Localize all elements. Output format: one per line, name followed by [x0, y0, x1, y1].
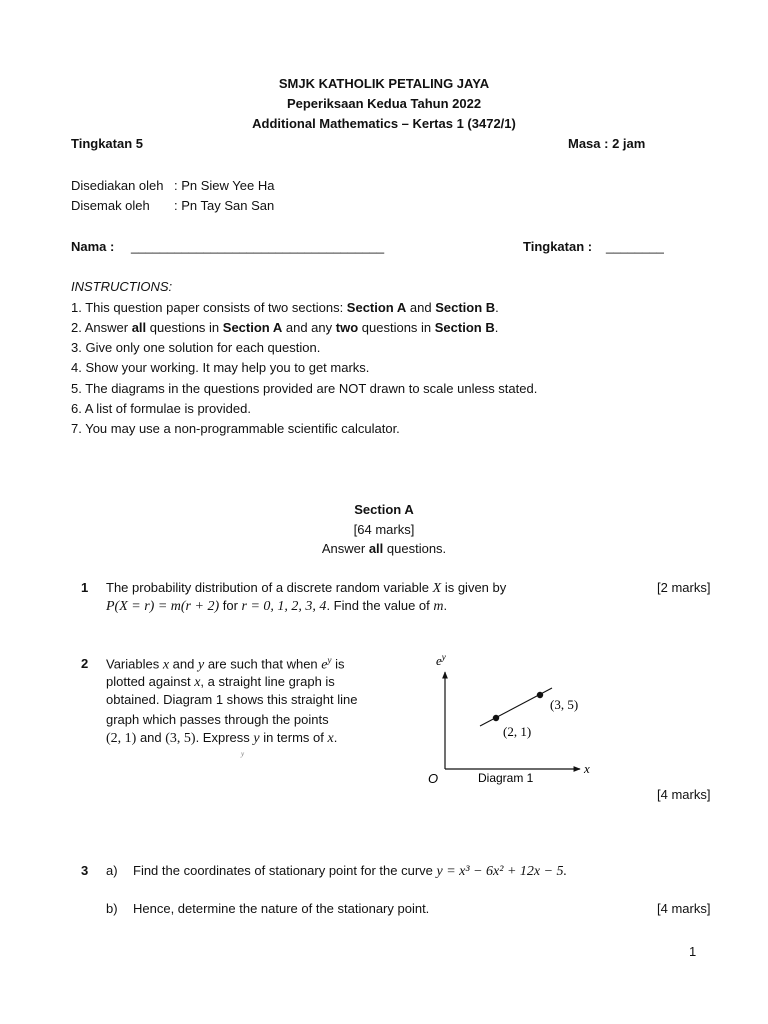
exam-title: Peperiksaan Kedua Tahun 2022 — [286, 96, 482, 111]
point-3-5-label: (3, 5) — [550, 697, 579, 712]
instruction-item: 6. A list of formulae is provided. — [71, 401, 251, 416]
diagram-1 — [420, 648, 600, 788]
origin-label: O — [428, 771, 439, 786]
q3b-text: Hence, determine the nature of the stationary point. — [133, 901, 430, 916]
x-axis-label: x — [584, 761, 590, 776]
prepared-value: : Pn Siew Yee Ha — [174, 178, 275, 193]
q2-line3: obtained. Diagram 1 shows this straight line — [106, 692, 358, 707]
instruction-item: 4. Show your working. It may help you to get marks. — [71, 360, 370, 375]
school-name: SMJK KATHOLIK PETALING JAYA — [278, 76, 490, 91]
q2-marks: [4 marks] — [657, 787, 711, 802]
class-blank[interactable]: ________ — [606, 239, 664, 254]
diagram-caption: Diagram 1 — [478, 771, 534, 785]
name-label: Nama : — [71, 239, 115, 254]
q2-line4: graph which passes through the points — [106, 712, 329, 727]
q3-number: 3 — [81, 863, 89, 878]
prepared-label: Disediakan oleh — [71, 178, 164, 193]
point-2-1 — [493, 715, 499, 721]
subject-title: Additional Mathematics – Kertas 1 (3472/1) — [252, 116, 516, 131]
q3a-label: a) — [106, 863, 118, 878]
instruction-item: 5. The diagrams in the questions provided are NOT drawn to scale unless stated. — [71, 381, 538, 396]
q2-line5: (2, 1) and (3, 5). Express y in terms of x. — [106, 730, 338, 746]
q1-marks: [2 marks] — [657, 580, 711, 595]
instruction-item: 2. Answer all questions in Section A and any two questions in Section B. — [71, 320, 499, 335]
checked-value: : Pn Tay San San — [174, 198, 275, 213]
form-label: Tingkatan 5 — [71, 136, 144, 151]
q3-marks: [4 marks] — [657, 901, 711, 916]
section-marks: [64 marks] — [353, 522, 415, 537]
q2-line2: plotted against x, a straight line graph is — [106, 674, 335, 690]
point-3-5 — [537, 692, 543, 698]
q2-line1: Variables x and y are such that when $e^y$ is — [106, 655, 345, 673]
q1-line2: P(X = r) = m(r + 2) for r = 0, 1, 2, 3, 4. Find the value of m. — [106, 598, 448, 614]
stray-mark: y — [241, 750, 245, 758]
page-number: 1 — [689, 944, 697, 959]
q1-line1: The probability distribution of a discrete random variable X is given by — [106, 580, 507, 596]
instructions-title: INSTRUCTIONS: — [71, 279, 173, 294]
instruction-item: 7. You may use a non-programmable scientific calculator. — [71, 421, 400, 436]
q3a-text: Find the coordinates of stationary point for the curve y = x³ − 6x² + 12x − 5. — [133, 863, 568, 879]
point-2-1-label: (2, 1) — [503, 724, 532, 739]
y-axis-label: $e^y$ — [436, 652, 446, 668]
class-label: Tingkatan : — [523, 239, 593, 254]
time-label: Masa : 2 jam — [568, 136, 646, 151]
instruction-item: 3. Give only one solution for each question. — [71, 340, 321, 355]
name-blank[interactable]: ___________________________________ — [131, 239, 385, 254]
checked-label: Disemak oleh — [71, 198, 150, 213]
q2-number: 2 — [81, 656, 89, 671]
section-title: Section A — [354, 502, 414, 517]
q3b-label: b) — [106, 901, 118, 916]
q1-number: 1 — [81, 580, 89, 595]
instruction-item: 1. This question paper consists of two sections: Section A and Section B. — [71, 300, 499, 315]
section-instruction: Answer all questions. — [321, 541, 447, 556]
